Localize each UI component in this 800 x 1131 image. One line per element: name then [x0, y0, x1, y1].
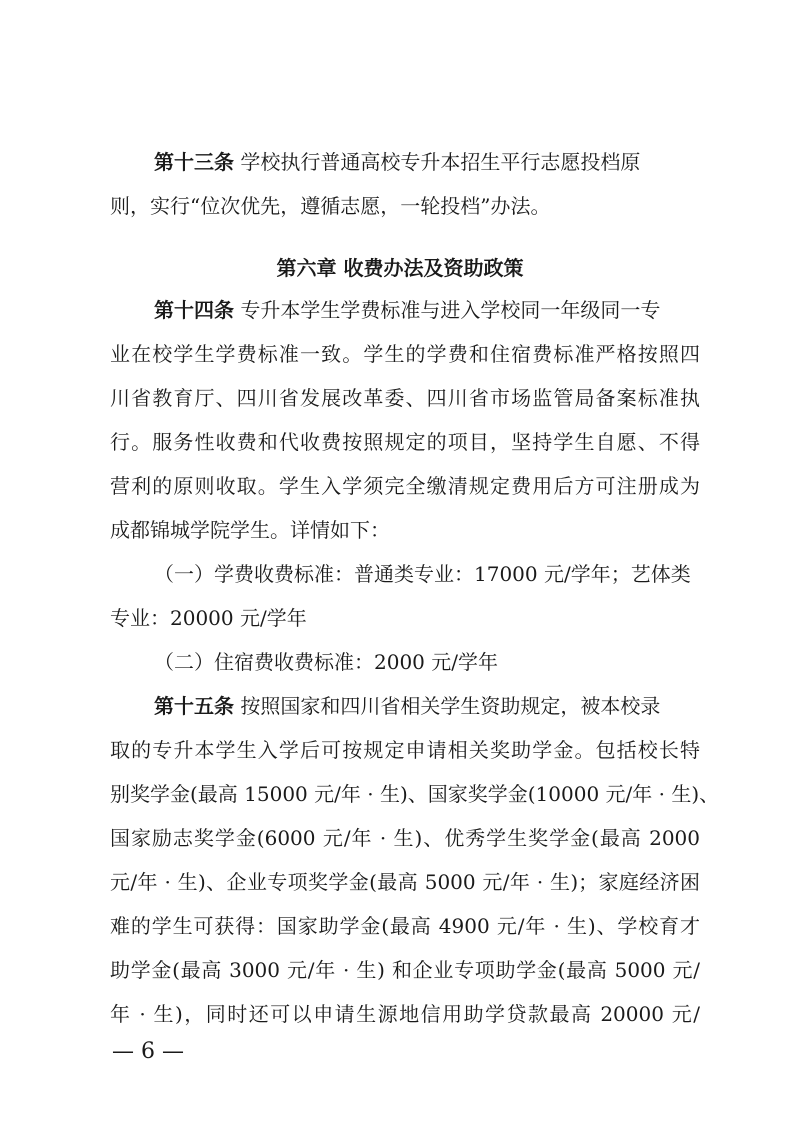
article-15-line-8: 年 · 生)，同时还可以申请生源地信用助学贷款最高 20000 元/ [110, 1002, 700, 1026]
tuition-fee-line-1: （一）学费收费标准：普通类专业：17000 元/学年；艺体类 [154, 562, 691, 586]
article-14-line-1 [154, 296, 660, 324]
article-13-text-1: 学校执行普通高校专升本招生平行志愿投档原 [240, 150, 641, 174]
article-15-text-1: 按照国家和四川省相关学生资助规定，被本校录 [240, 694, 661, 718]
accommodation-fee-line: （二）住宿费收费标准：2000 元/学年 [154, 650, 498, 674]
article-14-line-6: 成都锦城学院学生。详情如下： [110, 518, 390, 542]
article-13-heading: 第十三条 [154, 150, 234, 174]
page-number: — 6 — [112, 1039, 184, 1064]
article-14-line-2: 业在校学生学费标准一致。学生的学费和住宿费标准严格按照四 [110, 342, 700, 366]
tuition-fee-line-2: 专业：20000 元/学年 [110, 606, 307, 630]
article-15-line-2: 取的专升本学生入学后可按规定申请相关奖助学金。包括校长特 [110, 738, 700, 762]
article-14-line-3: 川省教育厅、四川省发展改革委、四川省市场监管局备案标准执 [110, 386, 700, 410]
article-14-heading: 第十四条 [154, 298, 234, 322]
chapter-6-title: 第六章 收费办法及资助政策 [276, 256, 524, 280]
article-15-heading: 第十五条 [154, 694, 234, 718]
article-14-line-4: 行。服务性收费和代收费按照规定的项目，坚持学生自愿、不得 [110, 430, 700, 454]
article-15-line-5: 元/年 · 生)、企业专项奖学金(最高 5000 元/年 · 生)；家庭经济困 [110, 870, 700, 894]
article-13-line-1 [154, 148, 640, 176]
article-15-line-1 [154, 692, 660, 720]
article-15-line-4: 国家励志奖学金(6000 元/年 · 生)、优秀学生奖学金(最高 2000 [110, 826, 700, 850]
article-13-line-2: 则，实行“位次优先，遵循志愿，一轮投档”办法。 [110, 194, 551, 218]
article-15-line-6: 难的学生可获得：国家助学金(最高 4900 元/年 · 生)、学校育才 [110, 914, 700, 938]
article-14-line-5: 营利的原则收取。学生入学须完全缴清规定费用后方可注册成为 [110, 474, 700, 498]
article-14-text-1: 专升本学生学费标准与进入学校同一年级同一专 [240, 298, 661, 322]
article-15-line-3: 别奖学金(最高 15000 元/年 · 生)、国家奖学金(10000 元/年 · 生)、 [110, 782, 720, 806]
article-15-line-7: 助学金(最高 3000 元/年 · 生) 和企业专项助学金(最高 5000 元/ [110, 958, 700, 982]
